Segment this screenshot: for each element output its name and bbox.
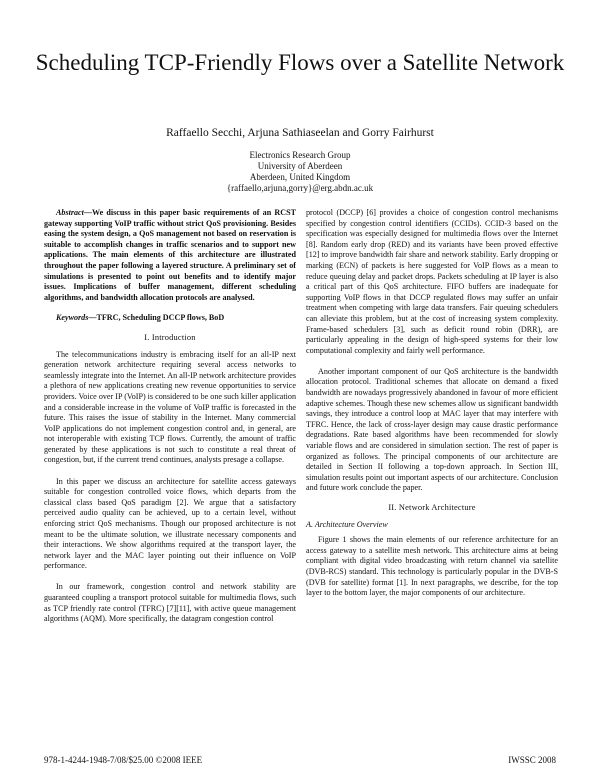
affiliation-block <box>0 150 600 194</box>
abstract-text: —We discuss in this paper basic requirements of an RCST gateway supporting VoIP traffic without strict QoS provisioning. Besides easing the system design, a QoS management not based on reservation is suitable to accomplish changes in traffic scenarios and to support new applications. The main elements of this architecture are illustrated throughout the paper following a layered structure. A preliminary set of simulations is presented to point out benefits and to identify major issues. Implications of buffer management, different scheduling algorithms, and bandwidth allocation protocols are analysed. <box>44 208 296 302</box>
intro-paragraph: In our framework, congestion control and network stability are guaranteed coupling a transport protocol suitable for multimedia flows, such as TCP friendly rate control (TFRC) [7][11], with active queue management algorithms (AQM). More specifically, the datagram congestion control <box>44 582 296 624</box>
affiliation-email: {raffaello,arjuna,gorry}@erg.abdn.ac.uk <box>226 183 374 193</box>
keywords-paragraph <box>44 313 296 324</box>
intro-paragraph: The telecommunications industry is embracing itself for an all-IP next generation network architecture requiring several access networks to seamlessly integrate into the Internet. An all-IP network architecture provides a plethora of new applications creating new revenue opportunities to service providers. Voice over IP (VoIP) is considered to be one such killer application and a considerable increase in the volume of VoIP traffic is forecasted in the future. This raises the issue of stability in the Internet. Many commercial VoIP applications do not implement congestion control and, in general, are not interoperable with existing TCP flows. Currently, the amount of traffic generated by these applications is not such to constitute a real threat of congestion, but, if the current trend continues, analysts presage a collapse. <box>44 349 296 465</box>
body-paragraph: protocol (DCCP) [6] provides a choice of congestion control mechanisms specified by congestion control identifiers (CCIDs). CCID-3 based on the specification was especially designed for multimedia flows over the Internet [8]. Random early drop (RED) and its variants have been proved effective [12] to improve bandwidth fair share and network stability. Early dropping or marking (ECN) of packets is here suggested for VoIP flows as a mean to reduce queuing delay and packet drops. Packets scheduling at IP layer is also a critical part of this QoS architecture. FIFO buffers are inadequate for supporting VoIP flows in that DCCP regulated flows may suffer an unfair treatment when competing with large data transfers. Fair queuing schedulers can alleviate this problem, but at the cost of increasing system complexity. Frame-based schedulers [3], such as deficit round robin (DRR), are particularly appealing in the design of high-speed systems for their low computational complexity and fairly well performance. <box>306 208 558 355</box>
section-heading-network-architecture: II. Network Architecture <box>388 502 476 512</box>
left-column <box>44 208 296 625</box>
affiliation-university: University of Aberdeen <box>257 161 343 171</box>
intro-paragraph: In this paper we discuss an architecture for satellite access gateways suitable for congestion controlled voice flows, which departs from the classical class based QoS paradigm [2]. We argue that a satisfactory perceived audio quality can be achieved, up to a certain level, without enforcing strict QoS mechanisms. Though our proposed architecture is not meant to be the ultimate solution, we illustrate necessary components and their interactions. We show algorithms required at the transport layer, the network layer and the MAC layer pointing out their influence on VoIP performance. <box>44 476 296 571</box>
body-paragraph: Figure 1 shows the main elements of our reference architecture for an access gateway to a satellite mesh network. This architecture aims at being compliant with digital video broadcasting with return channel via satellite (DVB-RCS) standard. This technology is particularly popular in the DVB-S (DVB for satellite) format [1]. In next paragraphs, we describe, for the top layer to the bottom layer, the major components of our architecture. <box>306 535 558 598</box>
abstract-label: Abstract <box>56 208 84 217</box>
subsection-heading-architecture-overview: A. Architecture Overview <box>306 519 388 529</box>
paper-title: Scheduling TCP-Friendly Flows over a Satellite Network <box>35 50 565 75</box>
affiliation-group: Electronics Research Group <box>249 150 351 160</box>
footer-copyright: 978-1-4244-1948-7/08/$25.00 ©2008 IEEE <box>44 755 203 765</box>
keywords-label: Keywords <box>56 313 89 323</box>
affiliation-location: Aberdeen, United Kingdom <box>249 172 351 182</box>
section-heading-introduction: I. Introduction <box>144 332 196 342</box>
footer-conference: IWSSC 2008 <box>508 755 556 765</box>
abstract-paragraph <box>44 208 296 303</box>
keywords-text: —TFRC, Scheduling DCCP flows, BoD <box>88 313 225 323</box>
right-column <box>306 208 558 599</box>
body-paragraph: Another important component of our QoS architecture is the bandwidth allocation protocol. Traditional schemes that allocate on demand a fixed bandwidth are nowadays progressively abandoned in favour of more efficient adaptive schemes. Though these new schemes allow us significant bandwidth savings, they introduce a control loop at MAC layer that may interfere with TFRC. Hence, the lack of cross-layer design may cause drastic performance degradations. Rate based algorithms have been recommended for slowly variable flows and are considered in simulation section. The rest of paper is organized as follows. The principal components of our architecture are detailed in Section II following a top-down approach. In Section III, simulation results point out important aspects of our architecture. Conclusion and future work conclude the paper. <box>306 366 558 493</box>
author-list: Raffaello Secchi, Arjuna Sathiaseelan and Gorry Fairhurst <box>166 127 434 139</box>
